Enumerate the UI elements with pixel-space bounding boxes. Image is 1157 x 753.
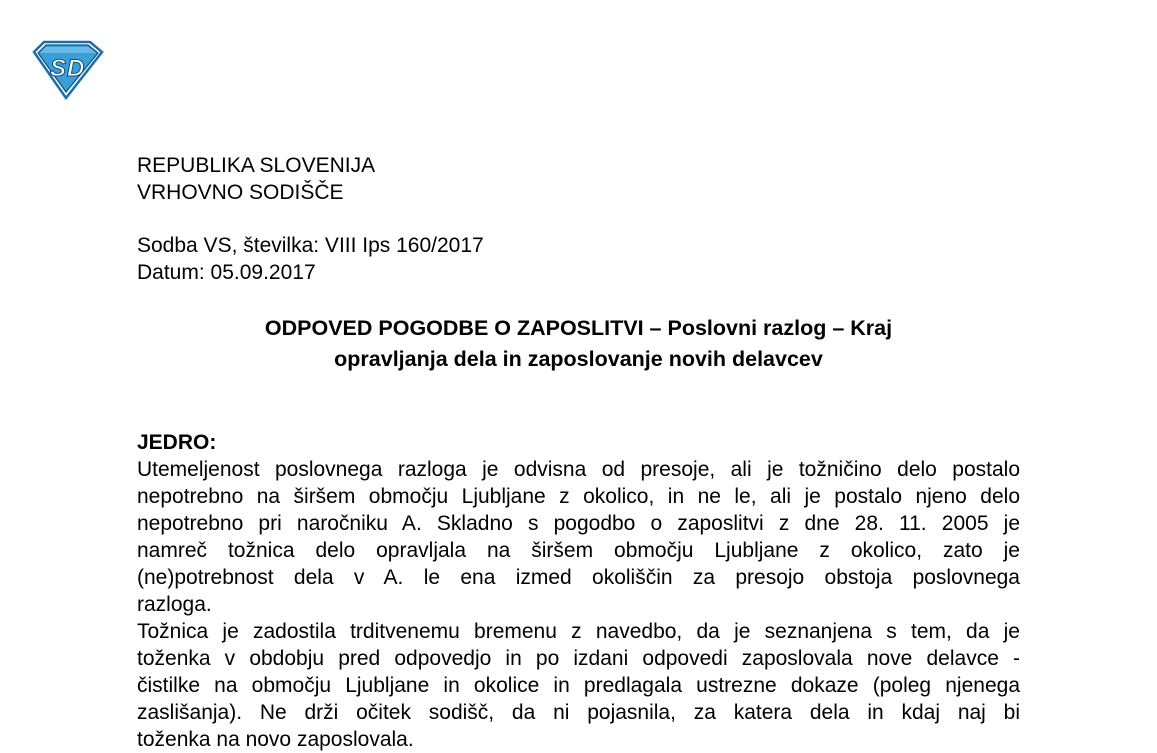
title-line-1: ODPOVED POGODBE O ZAPOSLITVI – Poslovni razlog – Kraj: [264, 316, 893, 340]
svg-text:S: S: [50, 55, 67, 82]
court-header: [137, 152, 375, 206]
paragraph-line: razloga.: [137, 593, 212, 616]
paragraph-line: namreč tožnica delo opravljala na širšem območju Ljubljane z okolico, zato je: [137, 539, 1020, 562]
paragraph-line: toženka v obdobju pred odpovedjo in po izdani odpovedi zaposlovala nove delavce -: [137, 647, 1020, 670]
case-date: Datum: 05.09.2017: [137, 261, 316, 284]
court-name: VRHOVNO SODIŠČE: [137, 181, 344, 204]
paragraph-line: toženka na novo zaposlovala.: [137, 728, 414, 751]
core-paragraph-1: [137, 456, 1020, 618]
paragraph-line: nepotrebno pri naročniku A. Skladno s pogodbo o zaposlitvi z dne 28. 11. 2005 je: [137, 512, 1020, 535]
court-logo: [30, 40, 104, 100]
svg-text:D: D: [67, 55, 85, 82]
judgment-title: [137, 313, 1020, 375]
title-line-2: opravljanja dela in zaposlovanje novih delavcev: [334, 347, 823, 371]
paragraph-line: (ne)potrebnost dela v A. le ena izmed okoliščin za presojo obstoja poslovnega: [137, 566, 1020, 589]
paragraph-line: nepotrebno na širšem območju Ljubljane z okolico, in ne le, ali je postalo njeno delo: [137, 485, 1020, 508]
paragraph-line: Utemeljenost poslovnega razloga je odvisna od presoje, ali je tožničino delo postalo: [137, 458, 1020, 481]
core-paragraph-2: [137, 618, 1020, 753]
case-info: [137, 232, 484, 286]
supreme-court-diamond-logo-icon: [30, 40, 104, 100]
republic-name: REPUBLIKA SLOVENIJA: [137, 154, 376, 177]
case-number: Sodba VS, številka: VIII Ips 160/2017: [137, 234, 484, 257]
paragraph-line: zaslišanja). Ne drži očitek sodišč, da ni pojasnila, za katera dela in kdaj naj bi: [137, 701, 1020, 724]
paragraph-line: Tožnica je zadostila trditvenemu bremenu z navedbo, da je seznanjena s tem, da je: [137, 620, 1020, 643]
core-section: [137, 429, 1020, 753]
paragraph-line: čistilke na območju Ljubljane in okolice in predlagala ustrezne dokaze (poleg njenega: [137, 674, 1020, 697]
core-heading: JEDRO:: [137, 431, 217, 454]
